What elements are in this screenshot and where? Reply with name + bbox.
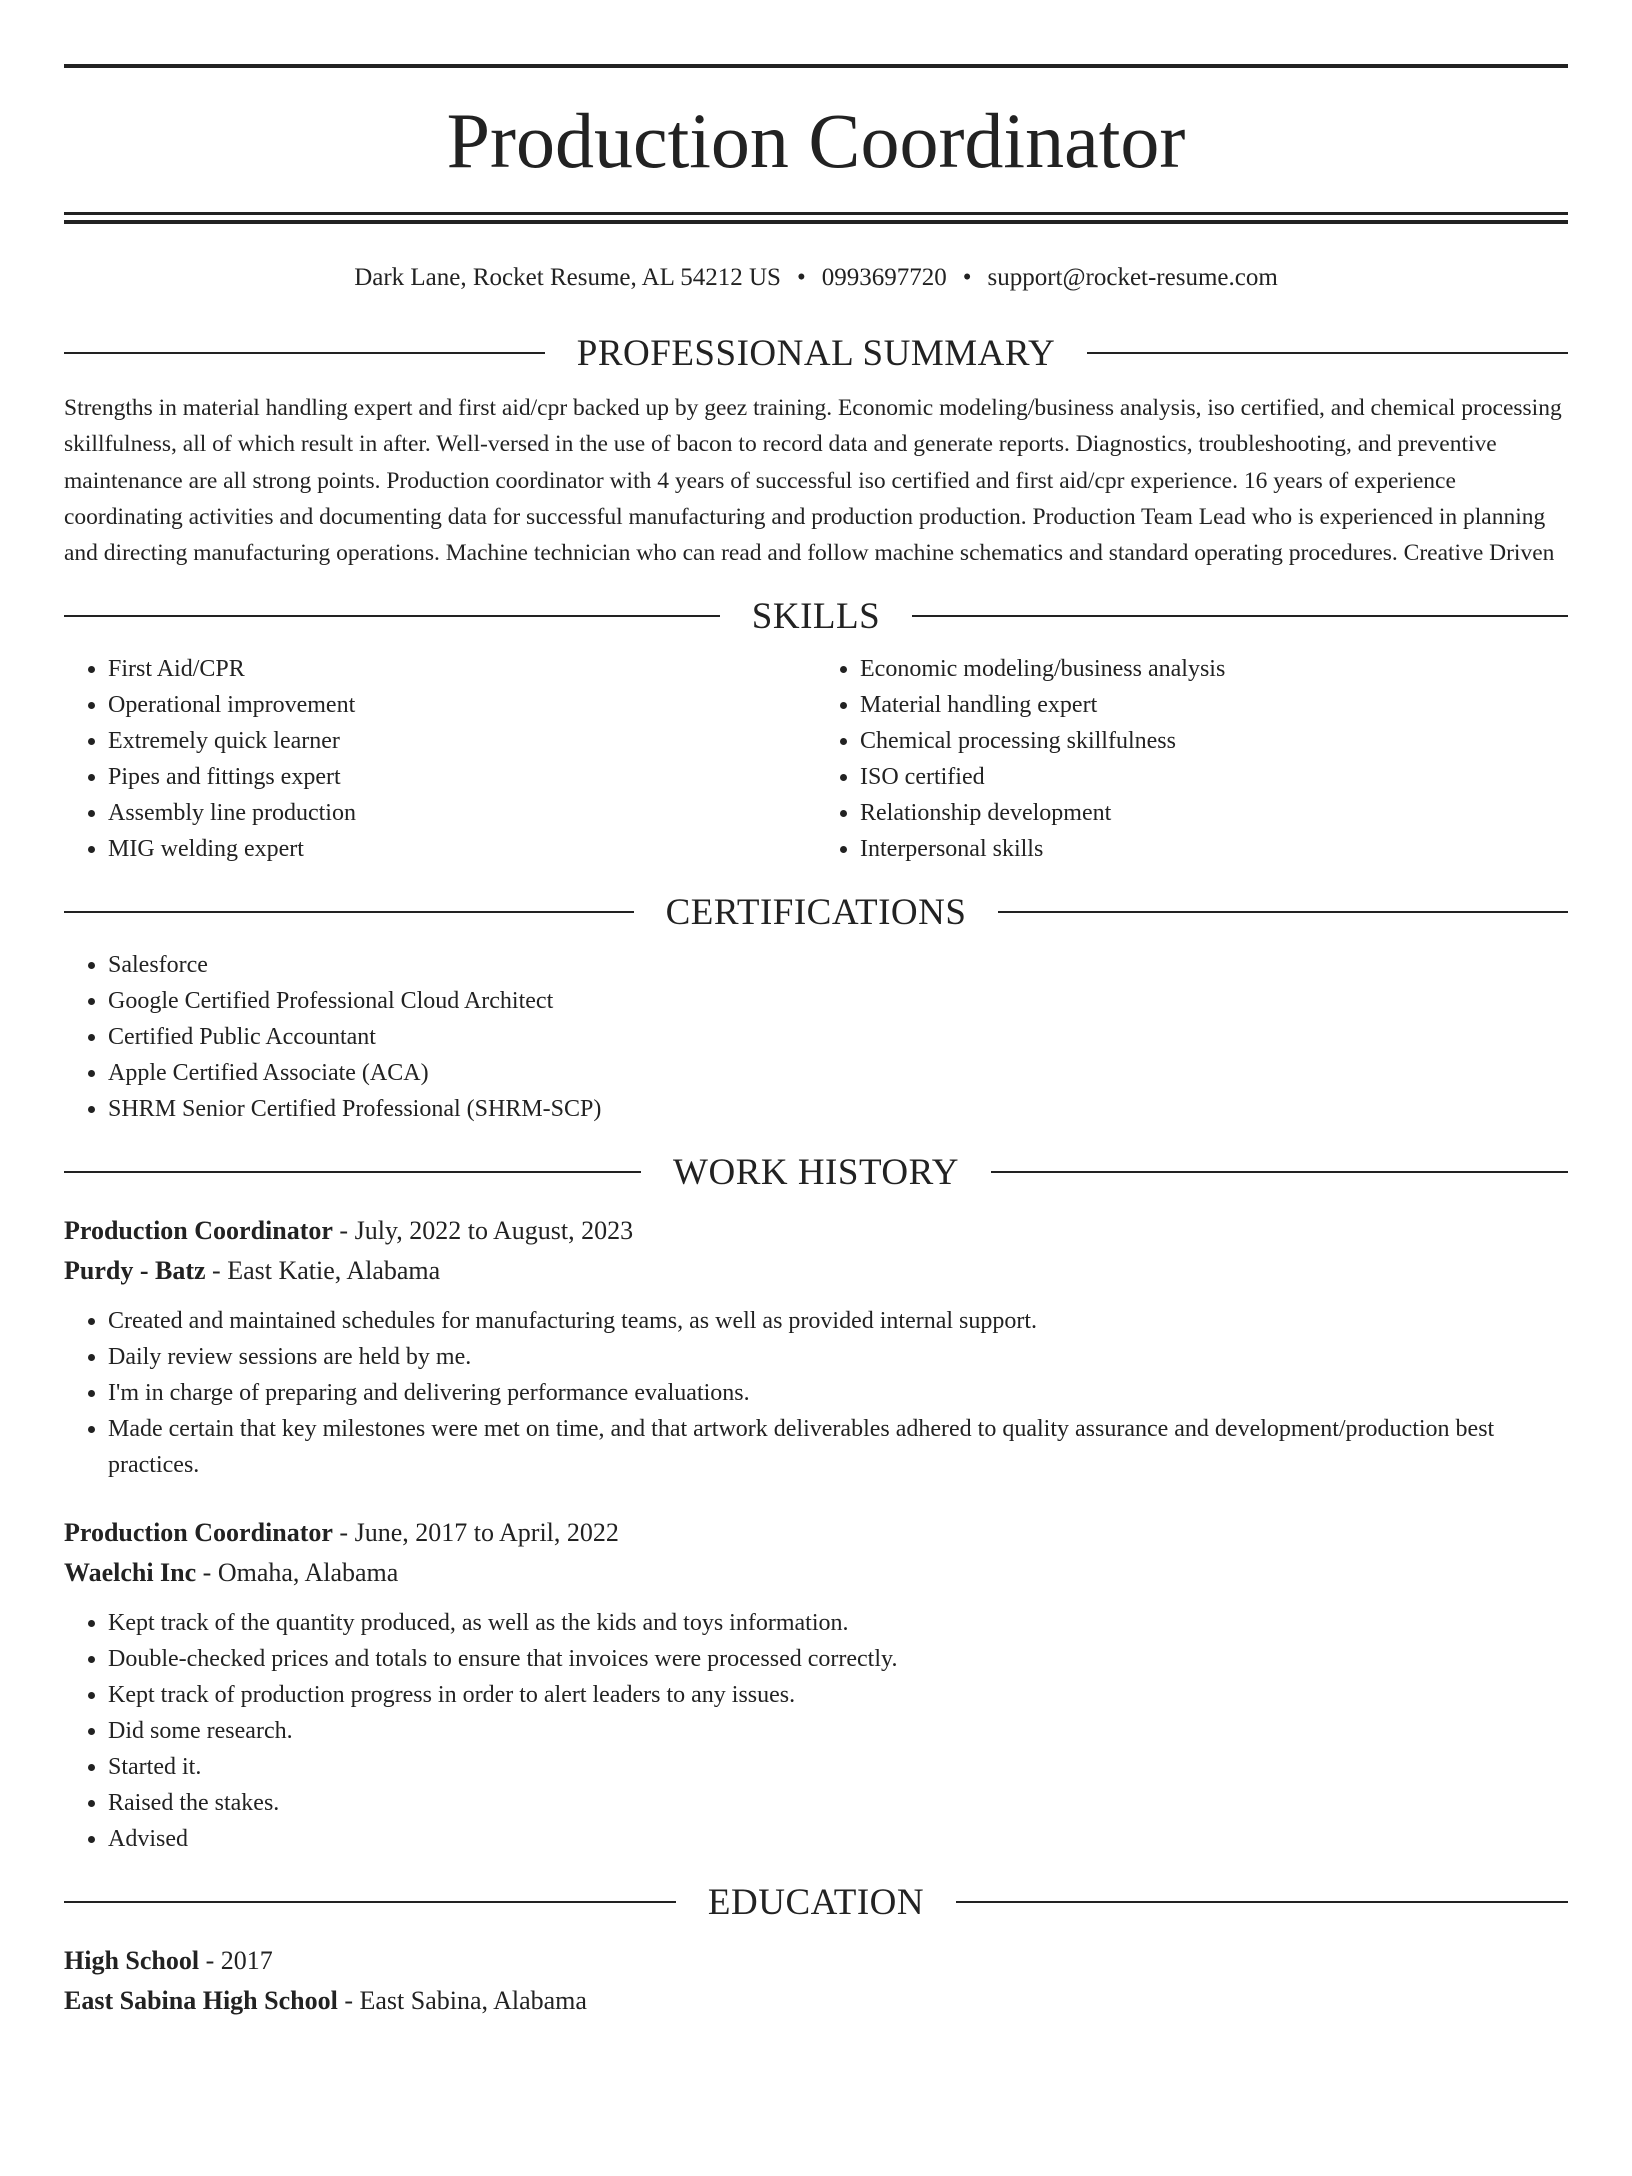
- heading-rule: [1087, 352, 1568, 354]
- skill-item: • Pipes and fittings expert: [108, 759, 816, 795]
- heading-rule: [64, 1171, 641, 1173]
- job-bullet: • Did some research.: [108, 1713, 1568, 1749]
- skill-item: • MIG welding expert: [108, 831, 816, 867]
- section-heading-summary: [64, 328, 1568, 378]
- skill-item: • Relationship development: [860, 795, 1568, 831]
- education-location: - East Sabina, Alabama: [337, 1986, 587, 2016]
- education-year: - 2017: [199, 1946, 273, 1976]
- resume-page: [0, 64, 1632, 2176]
- job-title-line: [64, 1211, 1568, 1251]
- section-title: CERTIFICATIONS: [665, 891, 967, 933]
- job-entry: [64, 1513, 1568, 1857]
- heading-rule: [998, 911, 1568, 913]
- job-bullet: • Kept track of production progress in order to alert leaders to any issues.: [108, 1677, 1568, 1713]
- heading-rule: [956, 1901, 1568, 1903]
- skills-list-left: [64, 651, 816, 867]
- job-entry: [64, 1211, 1568, 1483]
- contact-address: Dark Lane, Rocket Resume, AL 54212 US: [354, 264, 781, 291]
- contact-separator: •: [796, 264, 806, 291]
- job-bullet: • Double-checked prices and totals to ensure that invoices were processed correctly.: [108, 1641, 1568, 1677]
- heading-rule: [64, 911, 634, 913]
- job-dates: - June, 2017 to April, 2022: [332, 1518, 619, 1548]
- certification-item: • Salesforce: [108, 947, 1568, 983]
- heading-rule: [991, 1171, 1568, 1173]
- skill-item: • Economic modeling/business analysis: [860, 651, 1568, 687]
- header-double-rule: [64, 212, 1568, 224]
- job-company-line: [64, 1553, 1568, 1593]
- section-heading-skills: [64, 591, 1568, 641]
- job-bullet: • Started it.: [108, 1749, 1568, 1785]
- job-bullet: • Raised the stakes.: [108, 1785, 1568, 1821]
- section-title: WORK HISTORY: [673, 1151, 959, 1193]
- contact-phone: 0993697720: [821, 264, 947, 291]
- job-bullets: [64, 1303, 1568, 1483]
- skill-item: • Chemical processing skillfulness: [860, 723, 1568, 759]
- contact-separator: •: [962, 264, 972, 291]
- education-degree-line: [64, 1941, 1568, 1981]
- job-bullet: • Made certain that key milestones were met on time, and that artwork deliverables adhered to quality assurance and development/production best practices.: [108, 1411, 1568, 1483]
- heading-rule: [64, 615, 720, 617]
- job-bullet: • Advised: [108, 1821, 1568, 1857]
- job-bullet: • Created and maintained schedules for manufacturing teams, as well as provided internal support.: [108, 1303, 1568, 1339]
- education-school: East Sabina High School: [64, 1986, 338, 2016]
- skills-columns: [64, 641, 1568, 867]
- job-company-line: [64, 1251, 1568, 1291]
- skill-item: • Assembly line production: [108, 795, 816, 831]
- section-title: PROFESSIONAL SUMMARY: [576, 332, 1056, 374]
- contact-email[interactable]: support@rocket-resume.com: [987, 264, 1278, 291]
- heading-rule: [64, 352, 545, 354]
- section-heading-certifications: [64, 887, 1568, 937]
- job-bullet: • I'm in charge of preparing and delivering performance evaluations.: [108, 1375, 1568, 1411]
- skill-item: • Interpersonal skills: [860, 831, 1568, 867]
- job-company: Purdy - Batz: [64, 1256, 206, 1286]
- job-location: - East Katie, Alabama: [205, 1256, 441, 1286]
- skill-item: • First Aid/CPR: [108, 651, 816, 687]
- job-company: Waelchi Inc: [64, 1558, 197, 1588]
- certification-item: • SHRM Senior Certified Professional (SHRM-SCP): [108, 1091, 1568, 1127]
- heading-rule: [912, 615, 1568, 617]
- contact-line: [64, 258, 1568, 298]
- certifications-list: [64, 947, 1568, 1127]
- job-title: Production Coordinator: [64, 1518, 333, 1548]
- section-heading-education: [64, 1877, 1568, 1927]
- section-heading-work: [64, 1147, 1568, 1197]
- job-title: Production Coordinator: [64, 1216, 333, 1246]
- header-top-rule: [64, 64, 1568, 68]
- job-bullet: • Daily review sessions are held by me.: [108, 1339, 1568, 1375]
- section-title: EDUCATION: [707, 1881, 925, 1923]
- resume-title: Production Coordinator: [446, 97, 1186, 184]
- certification-item: • Certified Public Accountant: [108, 1019, 1568, 1055]
- skill-item: • Extremely quick learner: [108, 723, 816, 759]
- education-entry: [64, 1941, 1568, 2021]
- skill-item: • ISO certified: [860, 759, 1568, 795]
- job-title-line: [64, 1513, 1568, 1553]
- job-bullet: • Kept track of the quantity produced, as well as the kids and toys information.: [108, 1605, 1568, 1641]
- job-bullets: [64, 1605, 1568, 1857]
- section-title: SKILLS: [751, 595, 881, 637]
- heading-rule: [64, 1901, 676, 1903]
- summary-text: Strengths in material handling expert and first aid/cpr backed up by geez training. Economic modeling/business analysis, iso certified, and chemical processing skillfulness, all of which result in after. Well-versed in the use of bacon to record data and generate reports. Diagnostics, troubleshooting, and preventive maintenance are all strong points. Production coordinator with 4 years of successful iso certified and first aid/cpr experience. 16 years of experience coordinating activities and documenting data for successful manufacturing and production production. Production Team Lead who is experienced in planning and directing manufacturing operations. Machine technician who can read and follow machine schematics and standard operating procedures. Creative Driven: [64, 395, 1562, 567]
- job-dates: - July, 2022 to August, 2023: [332, 1216, 634, 1246]
- skills-list-right: [816, 651, 1568, 867]
- job-location: - Omaha, Alabama: [196, 1558, 399, 1588]
- certification-item: • Apple Certified Associate (ACA): [108, 1055, 1568, 1091]
- certification-item: • Google Certified Professional Cloud Architect: [108, 983, 1568, 1019]
- skill-item: • Operational improvement: [108, 687, 816, 723]
- education-school-line: [64, 1981, 1568, 2021]
- education-degree: High School: [64, 1946, 200, 1976]
- skill-item: • Material handling expert: [860, 687, 1568, 723]
